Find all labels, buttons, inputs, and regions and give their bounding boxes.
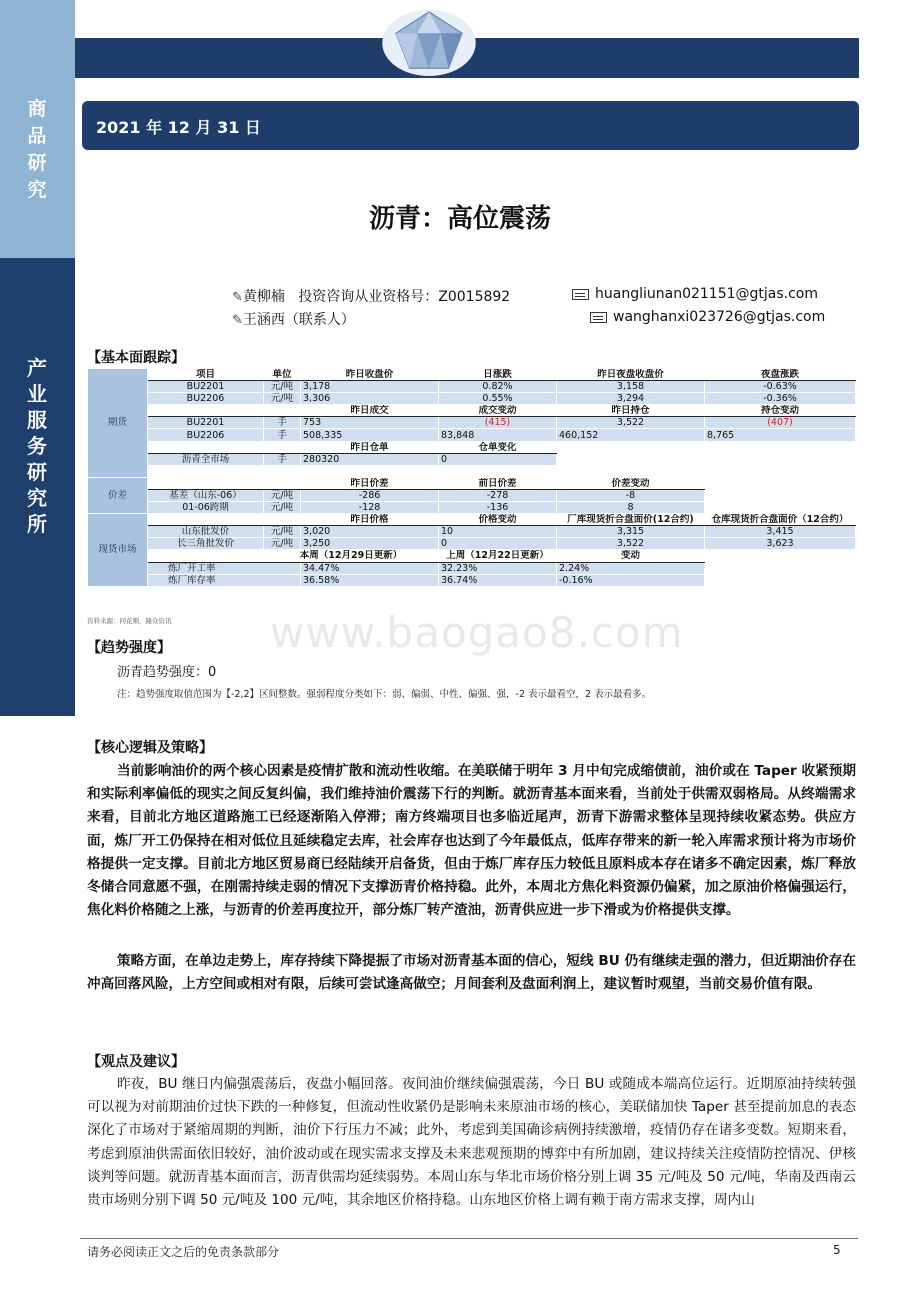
table-cell: 元/吨 [264, 393, 301, 405]
table-row [88, 405, 856, 417]
table-cell: (407) [705, 417, 856, 429]
table-cell: 3,522 [557, 538, 705, 550]
views-paragraph-1: 昨夜，BU 继日内偏强震荡后，夜盘小幅回落。夜间油价继续偏强震荡，今日 BU 或随成本端高位运行。近期原油持续转强可以视为对前期油价过快下跌的一种修复，但流动性收紧仍是影响未来原油市场的核心，美联储加快 Taper 甚至提前加息的表态深化了市场对于紧缩周期的判断，油价下行压力不减；此外，考虑到美国确诊病例持续激增，疫情仍存在诸多变数。短期来看，考虑到原油供需面依旧较好，油价波动或在现实需求支撑及未来悲观预期的博弈中有所加剧，建议持续关注疫情防控情况、伊核谈判等问题。就沥青基本面而言，沥青供需均延续弱势。本周山东与华北市场价格分别上调 35 元/吨及 50 元/吨，华南及西南云贵市场则分别下调 50 元/吨及 100 元/吨，其余地区价格持稳。山东地区价格上调有赖于南方需求支撑，周内山 [87, 1076, 856, 1209]
table-cell: 0 [439, 538, 557, 550]
report-date-bar [82, 101, 859, 150]
section-logic-heading: 【核心逻辑及策略】 [87, 740, 213, 756]
table-cell: 元/吨 [264, 381, 301, 393]
table-cell: 3,623 [705, 538, 856, 550]
author-2-name: 王涵西（联系人） [242, 312, 355, 328]
table-row [88, 381, 856, 393]
table-cell: 0.82% [439, 381, 557, 393]
table-cell: 3,315 [557, 526, 705, 538]
table-cell: 元/吨 [264, 489, 301, 501]
pen-icon: ✎ [232, 313, 243, 328]
table-cell: 炼厂开工率 [148, 562, 301, 574]
table-cell: -128 [301, 502, 439, 514]
watermark-text: www.baogao8.com [270, 608, 684, 657]
table-row [88, 441, 856, 453]
table-cell: -0.16% [557, 574, 705, 586]
table-header: 项目 [148, 369, 264, 381]
table-cell: 元/吨 [264, 502, 301, 514]
table-cell: 753 [301, 417, 439, 429]
author-2-email[interactable]: wanghanxi023726@gtjas.com [613, 309, 826, 325]
table-cell: 0.55% [439, 393, 557, 405]
section-views-heading: 【观点及建议】 [87, 1054, 185, 1070]
table-cell: BU2206 [148, 429, 264, 441]
table-cell: 280320 [301, 453, 439, 465]
table-cell: 3,306 [301, 393, 439, 405]
footer-disclaimer[interactable]: 请务必阅读正文之后的免责条款部分 [87, 1245, 280, 1259]
table-header: 价差变动 [557, 477, 705, 489]
table-cell: 32.23% [439, 562, 557, 574]
table-row [88, 574, 856, 586]
fundamentals-table [87, 368, 856, 587]
author-2 [232, 309, 355, 329]
footer-divider [80, 1238, 858, 1239]
table-cell: 2.24% [557, 562, 705, 574]
table-cell: 3,020 [301, 526, 439, 538]
table-row [88, 429, 856, 441]
table-cell: 元/吨 [264, 538, 301, 550]
table-header: 仓单变化 [439, 441, 557, 453]
table-cell: 手 [264, 417, 301, 429]
table-header: 昨日价差 [301, 477, 439, 489]
table-cell: 3,250 [301, 538, 439, 550]
table-cell: 508,335 [301, 429, 439, 441]
table-cell: 460,152 [557, 429, 705, 441]
table-cell: 01-06跨期 [148, 502, 264, 514]
table-header: 变动 [557, 550, 705, 562]
table-source-note: 资料来源：同花顺，隆众资讯 [87, 617, 172, 625]
table-cell: BU2206 [148, 393, 264, 405]
table-header: 日涨跌 [439, 369, 557, 381]
table-cell: 炼厂库存率 [148, 574, 301, 586]
table-cell: 10 [439, 526, 557, 538]
table-cell: 元/吨 [264, 526, 301, 538]
group-spread: 价差 [88, 477, 148, 513]
table-cell: 3,522 [557, 417, 705, 429]
table-cell: 沥青全市场 [148, 453, 264, 465]
table-cell: 8 [557, 502, 705, 514]
table-cell: -8 [557, 489, 705, 501]
table-cell: 3,158 [557, 381, 705, 393]
section-fundamentals-heading: 【基本面跟踪】 [87, 350, 185, 366]
table-cell: 山东批发价 [148, 526, 264, 538]
table-header: 昨日持仓 [557, 405, 705, 417]
table-row [88, 538, 856, 550]
table-row [88, 369, 856, 381]
table-header: 单位 [264, 369, 301, 381]
table-cell: BU2201 [148, 381, 264, 393]
table-header: 夜盘涨跌 [705, 369, 856, 381]
report-date: 2021 年 12 月 31 日 [96, 118, 261, 137]
table-row [88, 393, 856, 405]
table-cell: 36.58% [301, 574, 439, 586]
table-cell: 83,848 [439, 429, 557, 441]
trend-strength-note: 注：趋势强度取值范围为【-2,2】区间整数。强弱程度分类如下：弱、偏弱、中性、偏强、强，-2 表示最看空，2 表示最看多。 [117, 689, 652, 700]
table-row [88, 465, 856, 477]
table-cell: BU2201 [148, 417, 264, 429]
table-cell: 手 [264, 453, 301, 465]
sidebar-label-commodity-research: 商 品 研 究 [27, 98, 48, 201]
table-row [88, 526, 856, 538]
sidebar-label-industry-institute: 产 业 服 务 研 究 所 [27, 356, 48, 536]
table-cell: 8,765 [705, 429, 856, 441]
table-row [88, 502, 856, 514]
table-cell: (415) [439, 417, 557, 429]
table-row [88, 417, 856, 429]
mail-icon [590, 312, 607, 323]
table-cell: -0.36% [705, 393, 856, 405]
table-row [88, 453, 856, 465]
table-header: 价格变动 [439, 514, 557, 526]
pen-icon: ✎ [232, 290, 243, 305]
mail-icon [572, 289, 589, 300]
logic-paragraph-2: 策略方面，在单边走势上，库存持续下降提振了市场对沥青基本面的信心，短线 BU 仍有继续走强的潜力，但近期油价存在冲高回落风险，上方空间或相对有限，后续可尝试逢高做空；月间套利及盘面利润上，建议暂时观望，当前交易价值有限。 [87, 953, 856, 993]
table-header: 昨日仓单 [301, 441, 439, 453]
author-2-email-row [590, 309, 825, 325]
author-1-license: 投资咨询从业资格号：Z0015892 [298, 289, 511, 305]
diamond-logo-icon [380, 4, 478, 78]
table-header: 昨日价格 [301, 514, 439, 526]
table-cell: 0 [439, 453, 557, 465]
table-cell: -136 [439, 502, 557, 514]
author-1-email[interactable]: huangliunan021151@gtjas.com [595, 286, 818, 302]
table-cell: -278 [439, 489, 557, 501]
table-header: 本周（12月29日更新） [264, 550, 439, 562]
table-row [88, 477, 856, 489]
report-title: 沥青：高位震荡 [368, 204, 551, 234]
table-row [88, 514, 856, 526]
table-header: 上周（12月22日更新） [439, 550, 557, 562]
table-row [88, 562, 856, 574]
author-1-email-row [572, 286, 818, 302]
author-1-name: 黄柳楠 [242, 289, 285, 305]
table-header: 前日价差 [439, 477, 557, 489]
trend-strength-value: 沥青趋势强度：0 [117, 665, 217, 680]
table-header: 持仓变动 [705, 405, 856, 417]
table-cell: 长三角批发价 [148, 538, 264, 550]
logic-paragraph-1: 当前影响油价的两个核心因素是疫情扩散和流动性收缩。在美联储于明年 3 月中旬完成缩债前，油价或在 Taper 收紧预期和实际利率偏低的现实之间反复纠偏，我们维持油价震荡下行的判断。就沥青基本面来看，当前处于供需双弱格局。从终端需求来看，目前北方地区道路施工已经逐渐陷入停滞；南方终端项目也多临近尾声，沥青下游需求整体呈现持续收紧态势。供应方面，炼厂开工仍保持在相对低位且延续稳定去库，社会库存也达到了今年最低点，低库存带来的新一轮入库需求预计将为市场价格提供一定支撑。目前北方地区贸易商已经陆续开启备货，但由于炼厂库存压力较低且原料成本存在诸多不确定因素，炼厂释放冬储合同意愿不强，在刚需持续走弱的情况下支撑沥青价格持稳。此外，本周北方焦化料资源仍偏紧，加之原油价格偏强运行，焦化料价格随之上涨，与沥青的价差再度拉开，部分炼厂转产渣油，沥青供应进一步下滑或为价格提供支撑。 [87, 763, 856, 919]
table-cell: -0.63% [705, 381, 856, 393]
page-number: 5 [833, 1243, 841, 1257]
group-futures: 期货 [88, 369, 148, 478]
table-header: 厂库现货折合盘面价(12合约) [557, 514, 705, 526]
table-cell: 手 [264, 429, 301, 441]
table-cell: -286 [301, 489, 439, 501]
table-cell: 3,415 [705, 526, 856, 538]
table-row [88, 550, 856, 562]
author-1 [232, 286, 510, 306]
section-trend-heading: 【趋势强度】 [87, 640, 171, 656]
table-header: 昨日夜盘收盘价 [557, 369, 705, 381]
table-cell: 3,294 [557, 393, 705, 405]
table-header: 成交变动 [439, 405, 557, 417]
table-header: 昨日收盘价 [301, 369, 439, 381]
group-spot-market: 现货市场 [88, 514, 148, 587]
table-cell: 36.74% [439, 574, 557, 586]
table-cell: 3,178 [301, 381, 439, 393]
table-row [88, 489, 856, 501]
table-cell: 34.47% [301, 562, 439, 574]
table-header: 昨日成交 [301, 405, 439, 417]
table-header: 仓库现货折合盘面价（12合约） [705, 514, 856, 526]
table-cell: 基差（山东-06） [148, 489, 264, 501]
